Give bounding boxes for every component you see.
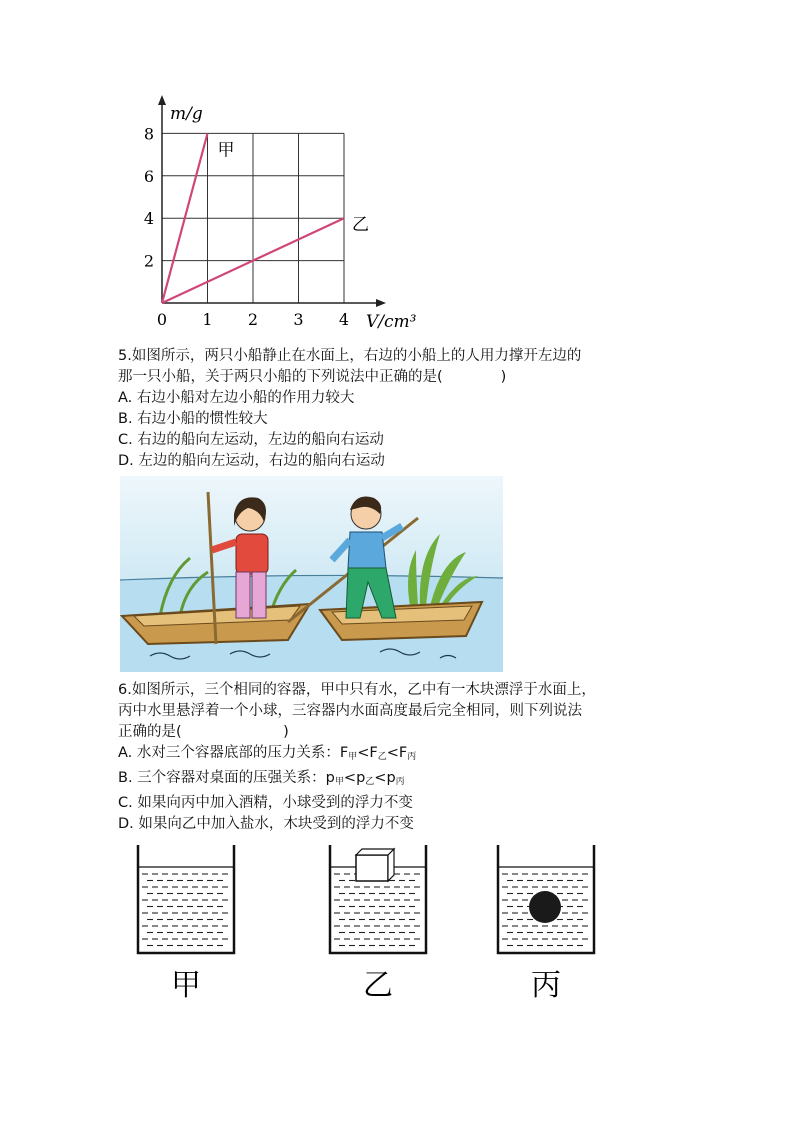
mass-volume-chart bbox=[130, 95, 430, 335]
q5-stem-line-2: 那一只小船，关于两只小船的下列说法中正确的是( ) bbox=[118, 369, 507, 385]
q6-option-c[interactable]: C. 如果向丙中加入酒精，小球受到的浮力不变 bbox=[118, 795, 413, 811]
x-tick-label: 1 bbox=[202, 310, 213, 329]
question-5 bbox=[118, 346, 698, 472]
q5-option-d[interactable]: D. 左边的船向左运动，右边的船向右运动 bbox=[118, 453, 385, 469]
container-label-jia: 甲 bbox=[171, 968, 201, 1003]
x-tick-label: 2 bbox=[247, 310, 259, 329]
q6-option-a[interactable]: A. 水对三个容器底部的压力关系：$F_甲<F_乙<F_丙$ bbox=[118, 745, 417, 762]
container-label-bing: 丙 bbox=[531, 968, 561, 1003]
y-axis-label: m/g bbox=[170, 104, 203, 124]
x-tick-label: 0 bbox=[156, 310, 168, 329]
container-jia bbox=[138, 845, 234, 953]
series-label-yi: 乙 bbox=[352, 215, 369, 236]
q6-stem-line-3: 正确的是( ) bbox=[118, 724, 289, 740]
containers-figure bbox=[120, 835, 620, 1010]
q6-stem-line-2: 丙中水里悬浮着一个小球，三容器内水面高度最后完全相同，则下列说法 bbox=[118, 703, 582, 719]
container-walls bbox=[138, 845, 234, 953]
q6-stem-line-1: 6.如图所示，三个相同的容器，甲中只有水，乙中有一木块漂浮于水面上， bbox=[118, 682, 596, 698]
q6-option-d[interactable]: D. 如果向乙中加入盐水，木块受到的浮力不变 bbox=[118, 816, 414, 832]
suspended-ball bbox=[529, 891, 561, 923]
q6-option-b[interactable]: B. 三个容器对桌面的压强关系：$p_甲<p_乙<p_丙$ bbox=[118, 770, 405, 787]
x-tick-label: 4 bbox=[338, 310, 350, 329]
q5-option-b[interactable]: B. 右边小船的惯性较大 bbox=[118, 411, 268, 427]
x-axis-label: V/cm³ bbox=[366, 312, 417, 332]
y-tick-label: 2 bbox=[143, 251, 154, 271]
x-tick-label: 3 bbox=[293, 310, 304, 329]
series-label-jia: 甲 bbox=[217, 140, 235, 161]
q5-option-c[interactable]: C. 右边的船向左运动，左边的船向右运动 bbox=[118, 432, 384, 448]
boats-illustration bbox=[120, 476, 503, 672]
container-label-yi: 乙 bbox=[363, 968, 393, 1003]
chart-grid bbox=[162, 133, 344, 303]
container-yi bbox=[330, 845, 426, 953]
q5-option-a[interactable]: A. 右边小船对左边小船的作用力较大 bbox=[118, 390, 355, 406]
wooden-block bbox=[356, 855, 388, 881]
question-6 bbox=[118, 680, 698, 835]
y-tick-label: 4 bbox=[143, 209, 154, 229]
q5-stem-line-1: 5.如图所示，两只小船静止在水面上，右边的小船上的人用力撑开左边的 bbox=[118, 348, 582, 364]
chart-axes bbox=[158, 95, 386, 307]
y-tick-label: 8 bbox=[143, 124, 154, 144]
container-bing bbox=[498, 845, 594, 953]
y-tick-label: 6 bbox=[143, 166, 154, 186]
